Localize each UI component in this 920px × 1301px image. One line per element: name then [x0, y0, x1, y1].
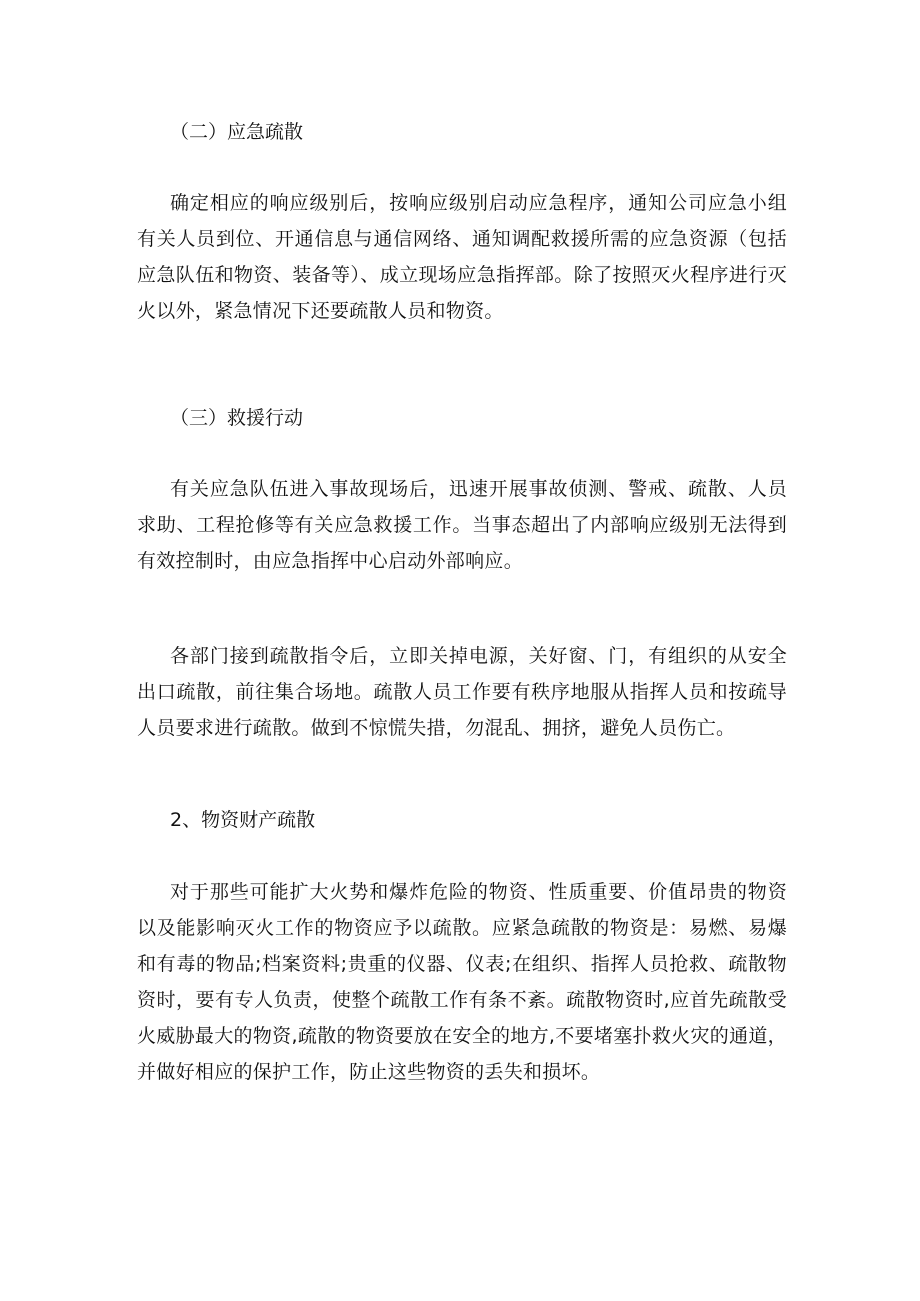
paragraph-evacuation-order: 各部门接到疏散指令后，立即关掉电源，关好窗、门，有组织的从安全出口疏散，前往集合场地。疏散人员工作要有秩序地服从指挥人员和按疏导人员要求进行疏散。做到不惊慌失措，勿混乱、拥挤，避免人员伤亡。 [137, 645, 787, 739]
paragraph-rescue-work: 有关应急队伍进入事故现场后，迅速开展事故侦测、警戒、疏散、人员求助、工程抢修等有关应急救援工作。当事态超出了内部响应级别无法得到有效控制时，由应急指挥中心启动外部响应。 [137, 478, 787, 572]
section-heading-rescue-action: （三）救援行动 [170, 407, 304, 429]
paragraph-property-evacuation: 对于那些可能扩大火势和爆炸危险的物资、性质重要、价值昂贵的物资以及能影响灭火工作的物资应予以疏散。应紧急疏散的物资是：易燃、易爆和有毒的物品;档案资料;贵重的仪器、仪表;在组织、指挥人员抢救、疏散物资时，要有专人负责，使整个疏散工作有条不紊。疏散物资时,应首先疏散受火威胁最大的物资,疏散的物资要放在安全的地方,不要堵塞扑救火灾的通道，并做好相应的保护工作，防止这些物资的丢失和损坏。 [137, 881, 787, 1083]
section-heading-emergency-evacuation: （二）应急疏散 [170, 121, 304, 143]
section-heading-property-evacuation: 2、物资财产疏散 [170, 809, 316, 831]
paragraph-response-procedure: 确定相应的响应级别后，按响应级别启动应急程序，通知公司应急小组有关人员到位、开通信息与通信网络、通知调配救援所需的应急资源（包括应急队伍和物资、装备等）、成立现场应急指挥部。除了按照灭火程序进行灭火以外，紧急情况下还要疏散人员和物资。 [137, 192, 787, 322]
